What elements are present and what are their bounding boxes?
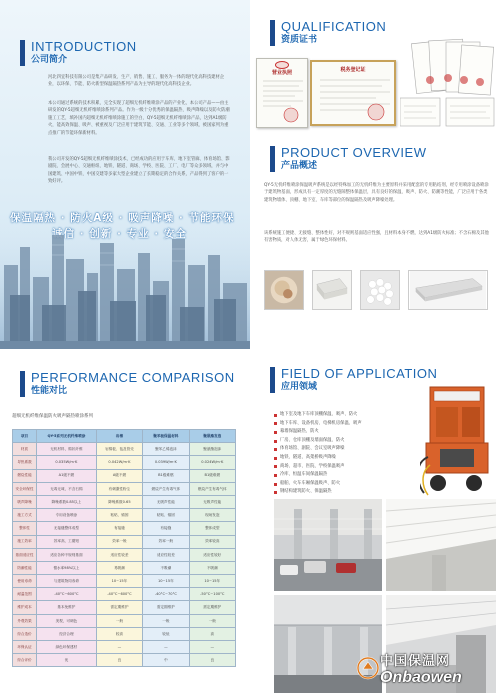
table-cell: 无机材料，棉状纤维 xyxy=(37,443,97,456)
application-list xyxy=(274,411,414,497)
list-item-text: 船舶、火车车厢保温吸声、防火 xyxy=(280,480,341,486)
bullet-icon xyxy=(274,422,277,425)
table-cell: 燃烧产生有毒气体 xyxy=(143,482,189,495)
table-cell: 一般 xyxy=(189,614,235,627)
table-cell: 适应性较好 xyxy=(189,548,235,561)
list-item-text: 地下室及地下车库顶棚保温、吸声、防火 xyxy=(280,412,358,417)
table-cell: 优 xyxy=(37,654,97,667)
list-item xyxy=(274,463,414,472)
table-row xyxy=(13,601,236,614)
table-cell: -50°C~100°C xyxy=(189,588,235,601)
table-row-label: 燃烧性能 xyxy=(13,469,37,482)
table-cell: 易吸潮 xyxy=(96,561,142,574)
table-cell: 现场发泡 xyxy=(189,509,235,522)
bullet-icon xyxy=(274,457,277,460)
table-row-label: 施工方式 xyxy=(13,509,37,522)
bullet-icon xyxy=(274,474,277,477)
heading-bar xyxy=(270,20,275,46)
table-cell: 无毒无味，不含石棉 xyxy=(37,482,97,495)
table-cell: 与建筑物同寿命 xyxy=(37,575,97,588)
table-cell: 燃烧产生有毒气体 xyxy=(189,482,235,495)
table-cell: 适应性较差 xyxy=(143,548,189,561)
granule-material-image xyxy=(360,270,400,310)
table-row-label: 综合评价 xyxy=(13,654,37,667)
table-cell: — xyxy=(143,641,189,654)
application-page xyxy=(250,349,500,698)
table-row-label: 施工效率 xyxy=(13,535,37,548)
table-cell: 适应各种不规则基面 xyxy=(37,548,97,561)
table-cell: 10~15年 xyxy=(96,575,142,588)
watermark-chinese: 中国保温网 xyxy=(380,654,451,669)
list-item xyxy=(274,428,414,437)
table-cell: 粘贴、锚固 xyxy=(143,509,189,522)
table-cell: 10~15年 xyxy=(143,575,189,588)
slogan-line-1: 保温隔热 · 防火A级 · 吸声降噪 · 节能环保 xyxy=(10,212,235,224)
bullet-icon xyxy=(274,448,277,451)
certificate-text-lines xyxy=(320,76,390,122)
heading-bar xyxy=(20,371,25,397)
bullet-icon xyxy=(274,431,277,434)
table-cell: 较低 xyxy=(143,627,189,640)
table-row xyxy=(13,614,236,627)
parking-garage-photo xyxy=(274,499,382,591)
list-item xyxy=(274,454,414,463)
table-header-cell: 岩棉 xyxy=(96,430,142,443)
table-row-label: 外观效果 xyxy=(13,614,37,627)
table-row xyxy=(13,495,236,508)
table-cell: 绿色环保建材 xyxy=(37,641,97,654)
table-caption: 超细无机纤维保温防火吸声隔热喷涂系列 xyxy=(12,414,93,419)
table-row xyxy=(13,456,236,469)
introduction-subtitle: 公司简介 xyxy=(31,55,68,65)
table-cell: 良 xyxy=(96,654,142,667)
table-row xyxy=(13,535,236,548)
table-row-label: 维护成本 xyxy=(13,601,37,614)
performance-subtitle: 性能对比 xyxy=(31,386,68,396)
table-cell: 不吸潮 xyxy=(143,561,189,574)
table-row-label: 整体性 xyxy=(13,522,37,535)
table-cell: 效率较高 xyxy=(189,535,235,548)
table-row-label: 安全环保性 xyxy=(13,482,37,495)
bullet-icon xyxy=(274,491,277,494)
table-cell: 粘贴、锚固 xyxy=(96,509,142,522)
introduction-heading xyxy=(20,40,137,66)
table-cell: -40°C~600°C xyxy=(96,588,142,601)
bullet-icon xyxy=(274,414,277,417)
list-item xyxy=(274,480,414,489)
table-cell: 聚苯乙烯泡沫 xyxy=(143,443,189,456)
product-overview-subtitle: 产品概述 xyxy=(281,161,318,171)
table-row xyxy=(13,509,236,522)
table-cell: 0.035W/m·K xyxy=(37,456,97,469)
ceiling-spray-photo xyxy=(386,499,496,591)
table-row xyxy=(13,641,236,654)
table-cell: 无接缝整体成型 xyxy=(37,522,97,535)
table-row xyxy=(13,575,236,588)
table-cell: 不吸潮 xyxy=(189,561,235,574)
application-subtitle: 应用领域 xyxy=(281,382,318,392)
table-row-label: 环保认证 xyxy=(13,641,37,654)
performance-title: PERFORMANCE COMPARISON xyxy=(31,370,235,385)
watermark-logo-icon xyxy=(356,656,380,680)
table-cell: 良 xyxy=(189,654,235,667)
table-row-label: 使用寿命 xyxy=(13,575,37,588)
table-cell: A1级不燃 xyxy=(37,469,97,482)
table-row xyxy=(13,627,236,640)
table-cell: 整体成型 xyxy=(189,522,235,535)
table-cell: 有刺激性粉尘 xyxy=(96,482,142,495)
list-item xyxy=(274,411,414,420)
table-cell: 适应性较差 xyxy=(96,548,142,561)
list-item-text: 地下车库、设备机房、电梯机房保温、吸声 xyxy=(280,420,362,426)
heading-bar xyxy=(270,367,275,393)
table-cell: -40°C~600°C xyxy=(37,588,97,601)
table-cell: 降噪系数0.85以上 xyxy=(37,495,97,508)
product-overview-title: PRODUCT OVERVIEW xyxy=(281,145,427,160)
table-header-cell: 聚苯板保温材料 xyxy=(143,430,189,443)
table-cell: 需定期维护 xyxy=(143,601,189,614)
heading-bar xyxy=(20,40,25,66)
list-item xyxy=(274,445,414,454)
table-cell: 效率高、工期短 xyxy=(37,535,97,548)
table-cell: 中 xyxy=(143,654,189,667)
table-cell: 无吸声性能 xyxy=(143,495,189,508)
table-cell: 一般 xyxy=(143,614,189,627)
table-cell: 美观，可调色 xyxy=(37,614,97,627)
table-row-label: 耐温范围 xyxy=(13,588,37,601)
table-row-label: 材质 xyxy=(13,443,37,456)
table-cell: 0.039W/m·K xyxy=(143,456,189,469)
table-cell: 需定期维护 xyxy=(96,601,142,614)
coated-board-image xyxy=(408,270,488,310)
table-row xyxy=(13,561,236,574)
table-row-label: 导热系数 xyxy=(13,456,37,469)
introduction-paragraph-2: 本公司通过系统的技术积累，完全实现了超细无机纤维喷涂产品的产业化，本公司产品——由主研发的QY-5超细无机纤维喷涂系列产品。作为一级十分优秀的保温隔热、吸声降噪以及防火防潮施工工艺，填补国内超细无机纤维喷涂施工的空白，QY-5超细无机纤维喷涂产品，达到A1级防火，能高效保温、吸声、被重视及广泛应用于建筑节能、交通、工业等多个领域，被国家列为重点推广的节能环保新材料。 xyxy=(48,101,230,136)
introduction-title: INTRODUCTION xyxy=(31,39,137,54)
certificate-title: 税务登记证 xyxy=(340,67,366,73)
table-row xyxy=(13,548,236,561)
city-skyline-image xyxy=(0,225,250,349)
list-item-text: 商场、超市、医院、学校保温吸声 xyxy=(280,463,345,469)
table-cell: B1级难燃 xyxy=(143,469,189,482)
table-row xyxy=(13,469,236,482)
table-row-label: 基面适应性 xyxy=(13,548,37,561)
table-cell: B1级难燃 xyxy=(189,469,235,482)
certificate-title: 营业执照 xyxy=(271,70,292,76)
table-cell: 效率一般 xyxy=(143,535,189,548)
spray-machine-image xyxy=(420,383,492,501)
board-material-image xyxy=(312,270,352,310)
bullet-icon xyxy=(274,465,277,468)
performance-heading xyxy=(20,371,235,397)
table-row xyxy=(13,482,236,495)
table-cell: — xyxy=(96,641,142,654)
table-row-label: 防潮性能 xyxy=(13,561,37,574)
table-cell: 憎水率98%以上 xyxy=(37,561,97,574)
list-item-text: 钢结构建筑防火、保温隔热 xyxy=(280,489,332,495)
table-cell: 经济合理 xyxy=(37,627,97,640)
table-cell: 高 xyxy=(189,627,235,640)
qualification-title: QUALIFICATION xyxy=(281,19,387,34)
table-cell: 无吸声性能 xyxy=(189,495,235,508)
list-item xyxy=(274,437,414,446)
table-cell: 基本免维护 xyxy=(37,601,97,614)
performance-comparison-table xyxy=(12,429,236,667)
performance-page xyxy=(0,349,250,698)
table-row xyxy=(13,522,236,535)
table-cell: 0.024W/m·K xyxy=(189,456,235,469)
certificate-stack-image xyxy=(400,38,496,130)
product-overview-paragraph-1: QY-5无机纤维喷涂保温吸声系统是以经特殊加工的无机纤维为主要原料并采用配套的专用粘结剂，经专用喷涂设备喷涂于建筑物基面，形成具有一定厚度的无缝隙整体保温层，具有良好的保温、吸声、防火、防潮等性能，广泛应用于各类建筑物墙体、顶棚、地下室、车库等部位的保温隔热及吸声降噪处理。 xyxy=(264,183,489,203)
table-cell: 需定期维护 xyxy=(189,601,235,614)
table-cell: — xyxy=(189,641,235,654)
table-header-cell: QY-5系列无机纤维喷涂 xyxy=(37,430,97,443)
table-row xyxy=(13,654,236,667)
introduction-page xyxy=(0,0,250,349)
table-cell: 一般 xyxy=(96,614,142,627)
table-cell: 有接缝 xyxy=(96,522,142,535)
product-overview-heading xyxy=(270,146,426,172)
table-header-cell: 项目 xyxy=(13,430,37,443)
table-cell: 较高 xyxy=(96,627,142,640)
bullet-icon xyxy=(274,483,277,486)
introduction-paragraph-1: 河北四宜科技有限公司是集产品研发、生产、销售、施工、服务为一体的现代化高科技建材企业，以环保、节能、防火新型保温隔热系列产品为主导的现代化高科技企业。 xyxy=(48,75,225,88)
table-cell: 有接缝 xyxy=(143,522,189,535)
table-cell: 0.042W/m·K xyxy=(96,456,142,469)
watermark-english: Onbaowen xyxy=(380,669,462,686)
table-row-label: 吸声降噪 xyxy=(13,495,37,508)
table-cell: 10~15年 xyxy=(189,575,235,588)
certificate-text-lines xyxy=(263,79,303,123)
table-row-label: 综合造价 xyxy=(13,627,37,640)
emblem-icon xyxy=(275,61,289,69)
product-overview-paragraph-2: 该系统施工便捷、无接缝、整体性好，对不规则基面适应性强，且材料本身不燃，达到A1级防火标准；不含石棉及其他有害物质，对人体无害，属于绿色环保材料。 xyxy=(264,231,489,244)
table-cell: 效率一般 xyxy=(96,535,142,548)
bullet-icon xyxy=(274,440,277,443)
qualification-heading xyxy=(270,20,386,46)
introduction-paragraph-3: 我公司开发的QY-5超细无机纤维喷涂技术，已经成功的应用于车库、地下室管廊、体育场馆、影剧院、会展中心、交通枢纽、地铁、隧道、商场、学校、医院、工厂、电厂等众多领域，并与中国建筑、中国中铁、中国交建等多家大型企业建立了长期稳定的合作关系，产品得到了客户的一致好评。 xyxy=(48,157,230,185)
list-item-text: 厂房、仓库顶棚及墙面保温、防火 xyxy=(280,437,345,443)
table-cell: 聚氨酯泡沫 xyxy=(189,443,235,456)
tax-registration-certificate xyxy=(310,60,396,126)
table-header-row xyxy=(13,430,236,443)
watermark xyxy=(380,650,462,687)
heading-bar xyxy=(270,146,275,172)
application-title: FIELD OF APPLICATION xyxy=(281,366,438,381)
table-header-cell: 聚氨酯发泡 xyxy=(189,430,235,443)
list-item xyxy=(274,471,414,480)
business-license-certificate xyxy=(256,58,308,128)
list-item-text: 冷库、恒温车间保温隔热 xyxy=(280,472,328,478)
fiber-material-image xyxy=(264,270,304,310)
application-heading xyxy=(270,367,437,393)
qualification-subtitle: 资质证书 xyxy=(281,35,318,45)
list-item xyxy=(274,488,414,497)
table-row xyxy=(13,443,236,456)
list-item-text: 幕墙保温隔热、防火 xyxy=(280,429,319,435)
list-item-text: 地铁、隧道、高架桥吸声降噪 xyxy=(280,454,336,460)
table-cell: 岩棉板、毡及管壳 xyxy=(96,443,142,456)
table-cell: A级不燃 xyxy=(96,469,142,482)
table-row xyxy=(13,588,236,601)
table-cell: -40°C~70°C xyxy=(143,588,189,601)
qualification-page xyxy=(250,0,500,349)
list-item xyxy=(274,420,414,429)
list-item-text: 体育场馆、剧院、会议室吸声降噪 xyxy=(280,446,345,452)
table-cell: 专用设备喷涂 xyxy=(37,509,97,522)
table-cell: 降噪系数0.65 xyxy=(96,495,142,508)
